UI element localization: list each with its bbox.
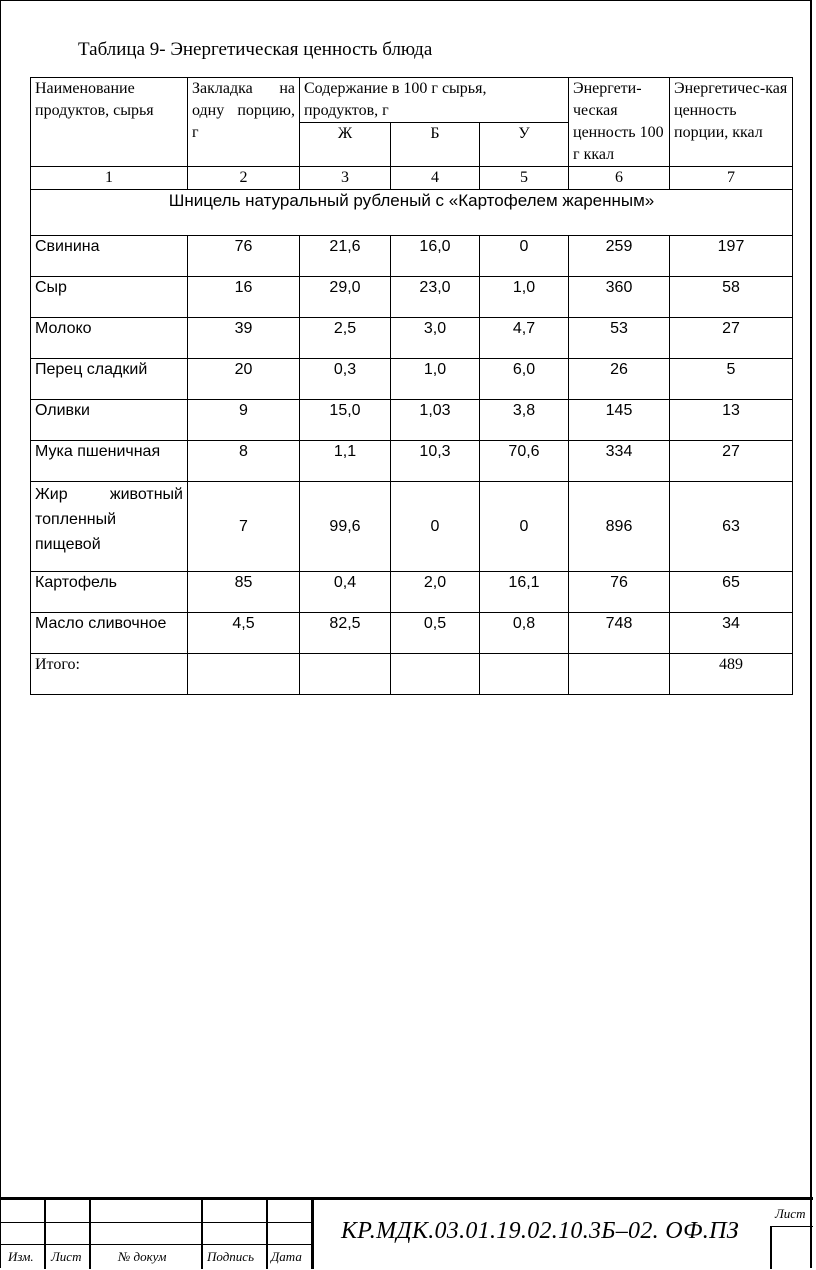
carbs-value: 0 xyxy=(480,236,569,277)
table-row xyxy=(31,359,793,400)
portion-value: 20 xyxy=(188,359,300,400)
fat-value: 82,5 xyxy=(300,613,391,654)
product-name: Мука пшеничная xyxy=(31,441,188,482)
column-number-row xyxy=(31,167,793,190)
empty-cell xyxy=(300,654,391,695)
carbs-value: 16,1 xyxy=(480,572,569,613)
portion-value: 76 xyxy=(188,236,300,277)
energy-portion-value: 197 xyxy=(670,236,793,277)
carbs-value: 4,7 xyxy=(480,318,569,359)
energy-portion-value: 65 xyxy=(670,572,793,613)
empty-cell xyxy=(391,654,480,695)
energy-portion-value: 27 xyxy=(670,441,793,482)
protein-value: 3,0 xyxy=(391,318,480,359)
portion-value: 16 xyxy=(188,277,300,318)
portion-value: 4,5 xyxy=(188,613,300,654)
protein-value: 10,3 xyxy=(391,441,480,482)
protein-value: 0 xyxy=(391,482,480,572)
protein-value: 0,5 xyxy=(391,613,480,654)
energy-portion-value: 13 xyxy=(670,400,793,441)
column-number: 7 xyxy=(670,167,793,190)
carbs-value: 1,0 xyxy=(480,277,569,318)
table-row xyxy=(31,236,793,277)
column-number: 5 xyxy=(480,167,569,190)
document-code: КР.МДК.03.01.19.02.10.3Б–02. ОФ.ПЗ xyxy=(341,1218,739,1244)
product-name: Картофель xyxy=(31,572,188,613)
carbs-value: 0,8 xyxy=(480,613,569,654)
fat-value: 0,4 xyxy=(300,572,391,613)
protein-value: 1,03 xyxy=(391,400,480,441)
energy-portion-value: 34 xyxy=(670,613,793,654)
column-number: 3 xyxy=(300,167,391,190)
carbs-value: 70,6 xyxy=(480,441,569,482)
energy-portion-value: 63 xyxy=(670,482,793,572)
empty-cell xyxy=(569,654,670,695)
stamp-list-label: Лист xyxy=(51,1249,82,1264)
table-row xyxy=(31,613,793,654)
fat-value: 99,6 xyxy=(300,482,391,572)
product-name: Масло сливочное xyxy=(31,613,188,654)
stamp-grid xyxy=(1,1200,313,1269)
product-name: Сыр xyxy=(31,277,188,318)
divider xyxy=(266,1200,268,1269)
header-energy-100g: Энергети-ческая ценность 100 г ккал xyxy=(569,78,670,167)
divider xyxy=(311,1200,314,1269)
portion-value: 7 xyxy=(188,482,300,572)
total-row xyxy=(31,654,793,695)
energy-portion-value: 27 xyxy=(670,318,793,359)
table-row xyxy=(31,572,793,613)
carbs-value: 3,8 xyxy=(480,400,569,441)
energy100-value: 334 xyxy=(569,441,670,482)
sheet-number-box xyxy=(770,1226,813,1269)
energy100-value: 896 xyxy=(569,482,670,572)
table-row xyxy=(31,400,793,441)
column-number: 2 xyxy=(188,167,300,190)
title-block-stamp xyxy=(1,1197,813,1269)
stamp-docno-label: № докум xyxy=(118,1249,167,1264)
empty-cell xyxy=(480,654,569,695)
product-name: Перец сладкий xyxy=(31,359,188,400)
header-content-per-100g: Содержание в 100 г сырья, продуктов, г xyxy=(300,78,569,123)
portion-value: 8 xyxy=(188,441,300,482)
carbs-value: 0 xyxy=(480,482,569,572)
header-carbs: У xyxy=(480,123,569,167)
stamp-izm-label: Изм. xyxy=(8,1249,34,1264)
dish-title: Шницель натуральный рубленый с «Картофелем жаренным» xyxy=(31,190,793,236)
divider xyxy=(89,1200,91,1269)
portion-value: 39 xyxy=(188,318,300,359)
divider xyxy=(44,1200,46,1269)
protein-value: 16,0 xyxy=(391,236,480,277)
table-caption: Таблица 9- Энергетическая ценность блюда xyxy=(78,39,433,60)
energy100-value: 76 xyxy=(569,572,670,613)
column-number: 4 xyxy=(391,167,480,190)
portion-value: 85 xyxy=(188,572,300,613)
protein-value: 2,0 xyxy=(391,572,480,613)
energy100-value: 748 xyxy=(569,613,670,654)
header-fat: Ж xyxy=(300,123,391,167)
header-row xyxy=(31,78,793,123)
portion-value: 9 xyxy=(188,400,300,441)
carbs-value: 6,0 xyxy=(480,359,569,400)
table-row xyxy=(31,482,793,572)
product-name: Свинина xyxy=(31,236,188,277)
header-product-name: Наименование продуктов, сырья xyxy=(31,78,188,167)
column-number: 1 xyxy=(31,167,188,190)
product-name: Жир животный топленный пищевой xyxy=(31,482,188,572)
protein-value: 23,0 xyxy=(391,277,480,318)
table-row xyxy=(31,441,793,482)
header-energy-portion: Энергетичес-кая ценность порции, ккал xyxy=(670,78,793,167)
fat-value: 2,5 xyxy=(300,318,391,359)
header-portion: Закладка на одну порцию, г xyxy=(188,78,300,167)
column-number: 6 xyxy=(569,167,670,190)
total-label: Итого: xyxy=(31,654,188,695)
table-row xyxy=(31,318,793,359)
energy100-value: 145 xyxy=(569,400,670,441)
energy100-value: 360 xyxy=(569,277,670,318)
product-name: Оливки xyxy=(31,400,188,441)
stamp-date-label: Дата xyxy=(271,1249,302,1264)
fat-value: 21,6 xyxy=(300,236,391,277)
header-protein: Б xyxy=(391,123,480,167)
energy100-value: 259 xyxy=(569,236,670,277)
fat-value: 1,1 xyxy=(300,441,391,482)
energy100-value: 26 xyxy=(569,359,670,400)
sheet-label: Лист xyxy=(775,1206,806,1221)
fat-value: 29,0 xyxy=(300,277,391,318)
energy-value-table xyxy=(30,77,793,695)
fat-value: 15,0 xyxy=(300,400,391,441)
table-row xyxy=(31,277,793,318)
energy100-value: 53 xyxy=(569,318,670,359)
protein-value: 1,0 xyxy=(391,359,480,400)
energy-portion-value: 58 xyxy=(670,277,793,318)
divider xyxy=(201,1200,203,1269)
fat-value: 0,3 xyxy=(300,359,391,400)
empty-cell xyxy=(188,654,300,695)
product-name: Молоко xyxy=(31,318,188,359)
section-row xyxy=(31,190,793,236)
total-energy-value: 489 xyxy=(670,654,793,695)
energy-portion-value: 5 xyxy=(670,359,793,400)
stamp-signature-label: Подпись xyxy=(207,1249,254,1264)
